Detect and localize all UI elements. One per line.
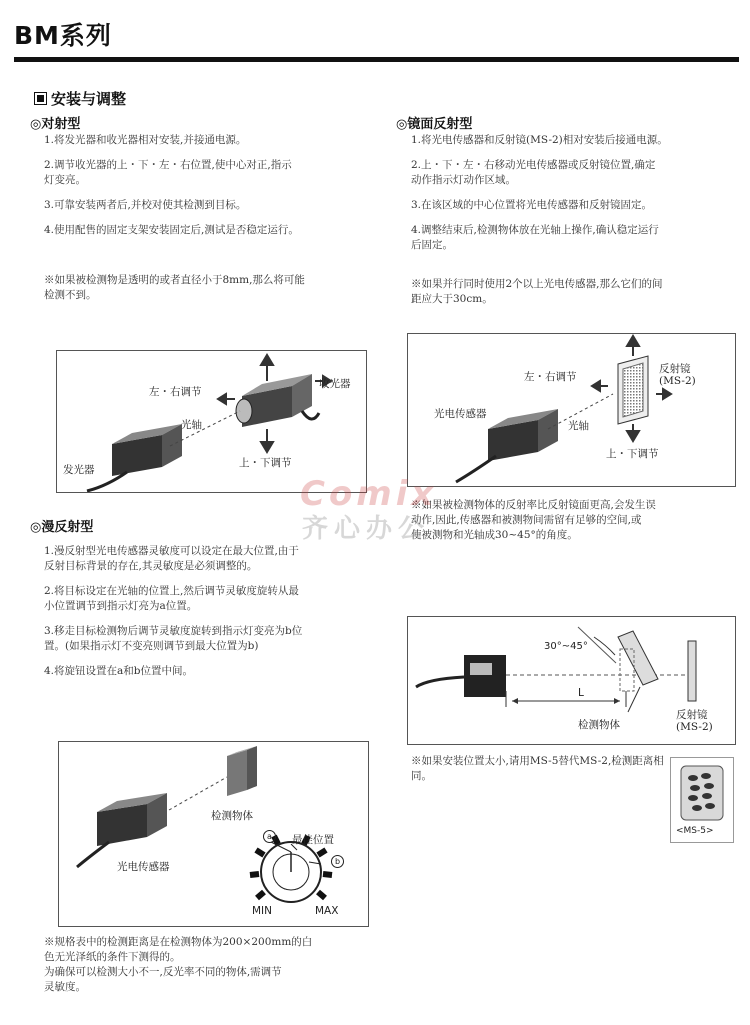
diffuse-sensor-icon [77,793,167,867]
detection-object-icon [618,631,658,685]
mirror-note: ※如果并行同时使用2个以上光电传感器,那么它们的间 距应大于30cm。 [411,278,663,305]
mirror-heading: ◎镜面反射型 [396,117,473,132]
diffuse-steps [44,544,364,689]
list-item: 4.将旋钮设置在a和b位置中间。 [44,665,193,677]
list-item: 3.移走目标检测物后调节灵敏度旋转到指示灯变亮为b位 置。(如果指示灯不变亮则调节到最大位置为b) [44,625,303,652]
list-item: 2.上・下・左・右移动光电传感器或反射镜位置,确定 动作指示灯动作区域。 [411,159,656,186]
ms5-reflector-icon [671,758,733,826]
position-a-marker: a [263,830,276,843]
mirror-note-3: ※如果安装位置太小,请用MS-5替代MS-2,检测距离相同。 [411,755,664,782]
object-label: 检测物体 [578,719,620,731]
best-position-label: 最佳位置 [292,834,334,846]
list-item: 3.在该区域的中心位置将光电传感器和反射镜固定。 [411,199,653,211]
receiver-label: 收光器 [319,378,351,390]
mirror-steps [411,133,736,263]
ud-adjust-label: 上・下调节 [239,457,292,469]
diffuse-heading: ◎漫反射型 [30,520,94,535]
list-item: 2.将目标设定在光轴的位置上,然后调节灵敏度旋转从最 小位置调节到指示灯亮为a位置。 [44,585,299,612]
lr-adjust-label: 左・右调节 [524,371,577,383]
section-title-text: 安装与调整 [51,90,127,108]
list-item: 3.可靠安装两者后,并校对使其检测到目标。 [44,199,247,211]
list-item: 2.调节收光器的上・下・左・右位置,使中心对正,指示 灯变亮。 [44,159,292,186]
angle-label: 30°~45° [544,641,588,652]
ud-adjust-label: 上・下调节 [606,448,659,460]
ms5-reflector-figure [670,757,734,843]
watermark-cn: 齐心办公 [302,514,431,544]
through-beam-heading: ◎对射型 [30,117,81,132]
list-item: 4.调整结束后,检测物体放在光轴上操作,确认稳定运行 后固定。 [411,224,659,251]
through-beam-drawing [57,351,366,492]
diffuse-note: ※规格表中的检测距离是在检测物体为200×200mm的白 色无光泽纸的条件下测得的。 为确保可以检测大小不一,反光率不同的物体,需调节 灵敏度。 [44,936,313,993]
detection-object-icon [227,746,257,796]
angle-diagram [407,616,736,745]
through-beam-note: ※如果被检测物是透明的或者直径小于8mm,那么将可能 检测不到。 [44,274,305,301]
receiver-sensor-icon [236,374,319,427]
lr-adjust-label: 左・右调节 [149,386,202,398]
sensor-label: 光电传感器 [434,408,487,420]
position-b-marker: b [331,855,344,868]
mirror-diagram [407,333,736,487]
watermark-brand: Comix [300,474,438,514]
reflector-ms2-icon [618,356,648,424]
square-bullet-icon [34,92,47,105]
reflector-model-label: (MS-2) [659,375,696,387]
min-label: MIN [252,905,273,917]
sensor-label: 光电传感器 [117,861,170,873]
list-item: 1.将光电传感器和反射镜(MS-2)相对安装后接通电源。 [411,134,668,146]
section-title [34,88,126,109]
list-item: 4.使用配售的固定支架安装固定后,测试是否稳定运行。 [44,224,299,236]
through-beam-steps [44,133,364,248]
list-item: 1.漫反射型光电传感器灵敏度可以设定在最大位置,由于 反射目标背景的存在,其灵敏度是必须调整的。 [44,545,299,572]
diffuse-diagram [58,741,369,927]
reflector-label: 反射镜 [659,363,691,375]
axis-label: 光轴 [181,419,202,431]
reflector-label: 反射镜 [676,709,708,721]
max-label: MAX [315,905,339,917]
page-title: BM系列 [14,21,112,50]
reflector-ms2-icon [688,641,696,701]
mirror-note-2: ※如果被检测物体的反射率比反射镜面更高,会发生误 动作,因此,传感器和被测物间需留有足够的空间,或 使被测物和光轴成30~45°的角度。 [411,499,656,541]
object-label: 检测物体 [211,810,253,822]
axis-label: 光轴 [568,420,589,432]
ms5-caption: <MS-5> [676,826,714,836]
reflector-model-label: (MS-2) [676,721,713,733]
angle-sensor-icon [416,655,506,697]
title-rule [14,57,739,62]
through-beam-diagram [56,350,367,493]
list-item: 1.将发光器和收光器相对安装,并接通电源。 [44,134,247,146]
emitter-label: 发光器 [63,464,95,476]
emitter-sensor-icon [87,424,182,491]
distance-label: L [578,687,584,699]
